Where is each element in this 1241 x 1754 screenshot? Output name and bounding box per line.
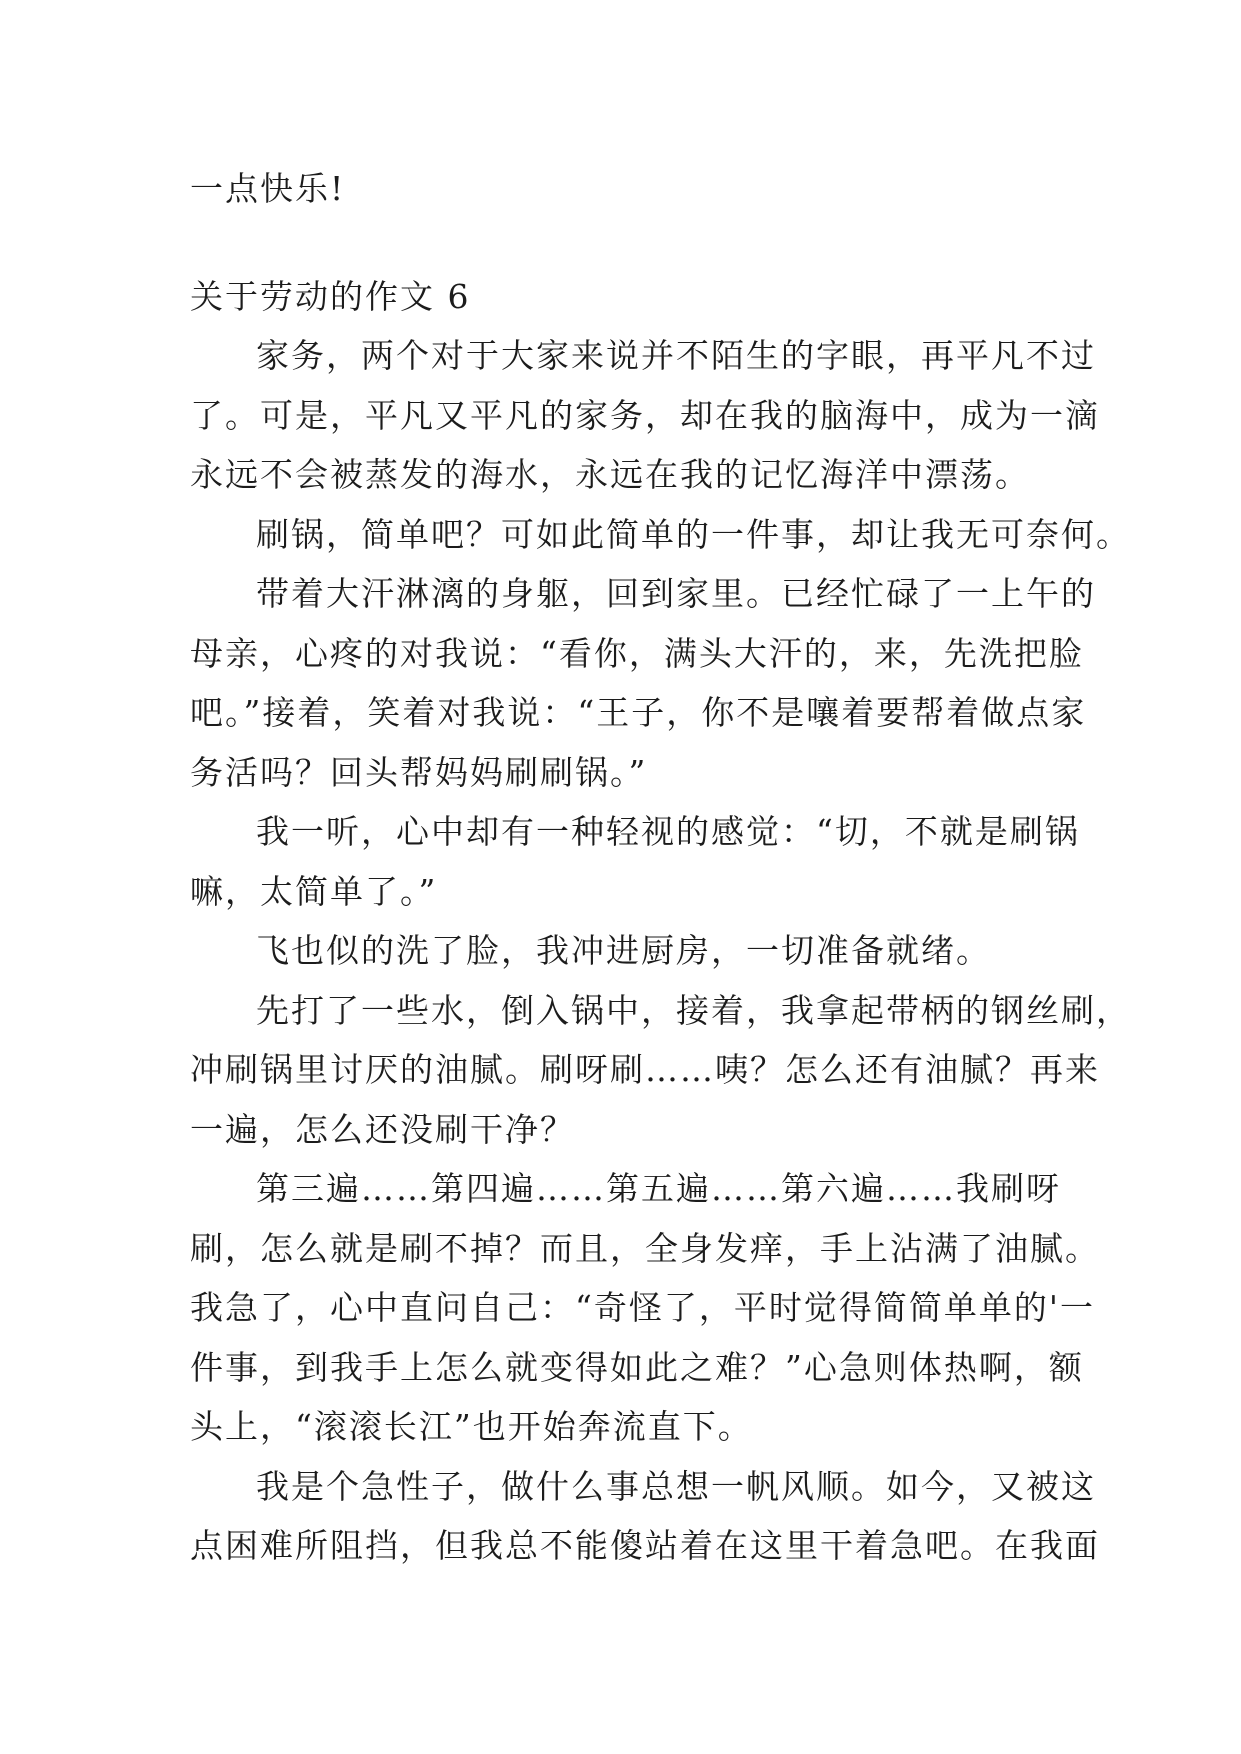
text-line: 我是个急性子，做什么事总想一帆风顺。如今，又被这: [256, 1467, 1096, 1506]
text-line: 务活吗？回头帮妈妈刷刷锅。”: [190, 753, 648, 792]
text-line: 嘛，太简单了。”: [190, 872, 438, 911]
lead-line: 一点快乐!: [190, 169, 346, 208]
text-line: 头上，“滚滚长江”也开始奔流直下。: [190, 1407, 753, 1446]
text-line: 吧。”接着，笑着对我说：“王子，你不是嚷着要帮着做点家: [190, 693, 1087, 732]
text-line: 了。可是，平凡又平凡的家务，却在我的脑海中，成为一滴: [190, 396, 1100, 435]
text-line: 永远不会被蒸发的海水，永远在我的记忆海洋中漂荡。: [190, 455, 1030, 494]
text-line: 刷，怎么就是刷不掉？而且，全身发痒，手上沾满了油腻。: [190, 1229, 1100, 1268]
text-line: 件事，到我手上怎么就变得如此之难？”心急则体热啊，额: [190, 1348, 1084, 1387]
text-line: 先打了一些水，倒入锅中，接着，我拿起带柄的钢丝刷，: [256, 991, 1131, 1030]
text-line: 一遍，怎么还没刷干净？: [190, 1110, 575, 1149]
text-line: 冲刷锅里讨厌的油腻。刷呀刷……咦？怎么还有油腻？再来: [190, 1050, 1100, 1089]
text-line: 家务，两个对于大家来说并不陌生的字眼，再平凡不过: [256, 336, 1096, 375]
text-line: 母亲，心疼的对我说：“看你，满头大汗的，来，先洗把脸: [190, 634, 1084, 673]
text-line: 我急了，心中直问自己：“奇怪了，平时觉得简简单单的'一: [190, 1288, 1095, 1327]
text-line: 点困难所阻挡，但我总不能傻站着在这里干着急吧。在我面: [190, 1526, 1100, 1565]
text-line: 飞也似的洗了脸，我冲进厨房，一切准备就绪。: [256, 931, 991, 970]
essay-title: 关于劳动的作文 6: [190, 277, 471, 316]
text-line: 带着大汗淋漓的身躯，回到家里。已经忙碌了一上午的: [256, 574, 1096, 613]
text-line: 刷锅，简单吧？可如此简单的一件事，却让我无可奈何。: [256, 515, 1131, 554]
text-line: 我一听，心中却有一种轻视的感觉：“切，不就是刷锅: [256, 812, 1080, 851]
text-line: 第三遍……第四遍……第五遍……第六遍……我刷呀: [256, 1169, 1061, 1208]
